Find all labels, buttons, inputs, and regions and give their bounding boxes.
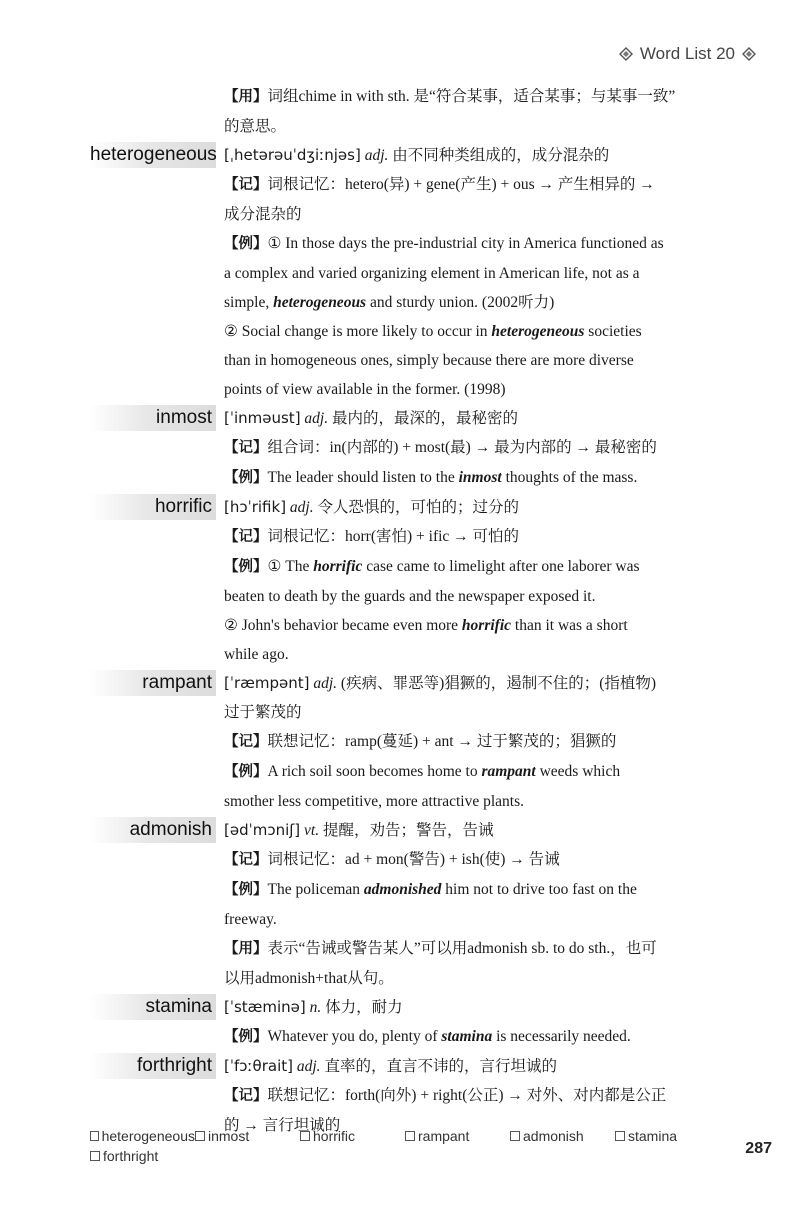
text-segment: 体力，耐力 bbox=[321, 999, 403, 1016]
entry-body bbox=[224, 493, 746, 669]
keyword-emphasis: inmost bbox=[458, 469, 502, 486]
section-tag: 【例】 bbox=[224, 882, 268, 898]
section-tag: 【例】 bbox=[224, 236, 268, 252]
section-tag: 【例】 bbox=[224, 764, 268, 780]
text-line bbox=[224, 82, 746, 112]
text-line bbox=[224, 611, 746, 640]
text-line bbox=[224, 934, 746, 964]
keyword-emphasis: heterogeneous bbox=[273, 294, 367, 311]
text-segment: ② John's behavior became even more bbox=[224, 617, 462, 634]
page-number: 287 bbox=[745, 1140, 772, 1157]
checklist-item[interactable] bbox=[405, 1128, 510, 1144]
intro-text bbox=[224, 82, 746, 141]
checkbox-icon[interactable] bbox=[510, 1131, 520, 1141]
text-line bbox=[224, 757, 746, 787]
text-segment: 组合词：in(内部的) + most(最) → 最为内部的 → 最秘密的 bbox=[267, 439, 657, 456]
checklist-item[interactable] bbox=[90, 1148, 195, 1164]
text-segment: 最内的，最深的，最秘密的 bbox=[328, 410, 518, 427]
text-line bbox=[224, 640, 746, 669]
checkbox-icon[interactable] bbox=[405, 1131, 415, 1141]
text-segment: beaten to death by the guards and the newspaper exposed it. bbox=[224, 588, 596, 605]
text-line bbox=[224, 200, 746, 229]
part-of-speech: n. bbox=[305, 999, 322, 1016]
text-segment: (疾病、罪恶等)猖獗的，遏制不住的；(指植物) bbox=[337, 675, 657, 692]
keyword-emphasis: heterogeneous bbox=[491, 323, 585, 340]
text-line bbox=[224, 582, 746, 611]
text-segment: 成分混杂的 bbox=[224, 206, 302, 223]
text-line bbox=[224, 375, 746, 404]
checkbox-icon[interactable] bbox=[90, 1151, 100, 1161]
keyword-emphasis: stamina bbox=[441, 1028, 493, 1045]
text-segment: 词根记忆：ad + mon(警告) + ish(使) → 告诫 bbox=[267, 851, 560, 868]
section-tag: 【记】 bbox=[224, 177, 268, 193]
part-of-speech: adj. bbox=[309, 675, 338, 692]
phonetic: [ˌhetərəuˈdʒiːnjəs] bbox=[224, 146, 361, 164]
text-segment: ① In those days the pre-industrial city in America functioned as bbox=[267, 235, 664, 252]
section-tag: 【例】 bbox=[224, 1029, 268, 1045]
entry-list bbox=[0, 141, 800, 1140]
text-line bbox=[224, 112, 746, 141]
text-segment: 词组chime in with sth. 是“符合某事，适合某事；与某事一致” bbox=[267, 88, 676, 105]
checkbox-icon[interactable] bbox=[615, 1131, 625, 1141]
text-segment: ① The bbox=[267, 558, 314, 575]
checkbox-icon[interactable] bbox=[300, 1131, 310, 1141]
phonetic: [ˈinməust] bbox=[224, 409, 301, 427]
text-line bbox=[224, 698, 746, 727]
text-segment: The policeman bbox=[267, 881, 364, 898]
text-segment: 联想记忆：ramp(蔓延) + ant → 过于繁茂的；猖獗的 bbox=[267, 733, 617, 750]
text-segment: Whatever you do, plenty of bbox=[267, 1028, 442, 1045]
headword: stamina bbox=[90, 994, 216, 1020]
phonetic: [hɔˈrifik] bbox=[224, 498, 287, 516]
checklist-label: horrific bbox=[313, 1128, 356, 1144]
checklist-label: stamina bbox=[628, 1128, 678, 1144]
text-line bbox=[224, 433, 746, 463]
page-header bbox=[619, 40, 756, 68]
text-line bbox=[224, 787, 746, 816]
text-segment: a complex and varied organizing element in American life, not as a bbox=[224, 265, 640, 282]
checklist-label: admonish bbox=[523, 1128, 584, 1144]
dictionary-content bbox=[0, 82, 800, 1140]
text-segment: weeds which bbox=[535, 763, 621, 780]
headword: horrific bbox=[90, 494, 216, 520]
text-segment: 词根记忆：horr(害怕) + ific → 可怕的 bbox=[267, 528, 520, 545]
section-tag: 【记】 bbox=[224, 440, 268, 456]
word-entry bbox=[0, 993, 800, 1052]
headword: forthright bbox=[90, 1053, 216, 1079]
section-tag: 【记】 bbox=[224, 529, 268, 545]
text-line bbox=[224, 463, 746, 493]
word-entry bbox=[0, 141, 800, 404]
text-segment: 的意思。 bbox=[224, 118, 287, 135]
text-segment: 的 → 言行坦诚的 bbox=[224, 1117, 341, 1134]
text-segment: A rich soil soon becomes home to bbox=[267, 763, 482, 780]
word-entry bbox=[0, 669, 800, 816]
text-segment: him not to drive too fast on the bbox=[441, 881, 637, 898]
entry-body bbox=[224, 1052, 746, 1140]
text-segment: case came to limelight after one laborer was bbox=[362, 558, 640, 575]
text-segment: 直率的，直言不讳的，言行坦诚的 bbox=[320, 1058, 557, 1075]
word-entry bbox=[0, 816, 800, 993]
entry-body bbox=[224, 993, 746, 1052]
text-line bbox=[224, 317, 746, 346]
text-segment: 由不同种类组成的，成分混杂的 bbox=[388, 147, 610, 164]
text-segment: ② Social change is more likely to occur in bbox=[224, 323, 492, 340]
checklist-item[interactable] bbox=[510, 1128, 615, 1144]
text-segment: than in homogeneous ones, simply because there are more diverse bbox=[224, 352, 634, 369]
text-line bbox=[224, 141, 746, 170]
text-line bbox=[224, 669, 746, 698]
phonetic: [ədˈmɔniʃ] bbox=[224, 821, 301, 839]
keyword-emphasis: horrific bbox=[313, 558, 363, 575]
text-segment: is necessarily needed. bbox=[492, 1028, 631, 1045]
checklist-label: inmost bbox=[208, 1128, 250, 1144]
checklist-label: rampant bbox=[418, 1128, 470, 1144]
text-line bbox=[224, 1022, 746, 1052]
checklist-label: heterogeneous bbox=[101, 1128, 195, 1144]
part-of-speech: adj. bbox=[360, 147, 389, 164]
entry-body bbox=[224, 404, 746, 493]
section-tag: 【用】 bbox=[224, 89, 268, 105]
text-segment: 以用admonish+that从句。 bbox=[224, 970, 394, 987]
text-segment: The leader should listen to the bbox=[267, 469, 459, 486]
word-entry bbox=[0, 1052, 800, 1140]
header-title: Word List 20 bbox=[639, 44, 735, 63]
checklist-label: forthright bbox=[103, 1148, 159, 1164]
headword: rampant bbox=[90, 670, 216, 696]
text-segment: 表示“告诫或警告某人”可以用admonish sb. to do sth.，也可 bbox=[267, 940, 657, 957]
headword: heterogeneous bbox=[90, 142, 216, 168]
text-segment: and sturdy union. (2002听力) bbox=[366, 294, 555, 311]
text-line bbox=[224, 816, 746, 845]
text-line bbox=[224, 522, 746, 552]
text-line bbox=[224, 493, 746, 522]
text-line bbox=[224, 404, 746, 433]
keyword-emphasis: rampant bbox=[481, 763, 536, 780]
section-tag: 【记】 bbox=[224, 852, 268, 868]
text-line bbox=[224, 259, 746, 288]
text-line bbox=[224, 875, 746, 905]
entry-body bbox=[224, 669, 746, 816]
text-segment: 过于繁茂的 bbox=[224, 704, 302, 721]
phonetic: [ˈræmpənt] bbox=[224, 674, 310, 692]
section-tag: 【用】 bbox=[224, 941, 268, 957]
text-segment: smother less competitive, more attractive plants. bbox=[224, 793, 525, 810]
text-segment: freeway. bbox=[224, 911, 277, 928]
text-segment: 联想记忆：forth(向外) + right(公正) → 对外、对内都是公正 bbox=[267, 1087, 667, 1104]
entry-body bbox=[224, 816, 746, 993]
section-tag: 【记】 bbox=[224, 734, 268, 750]
text-line bbox=[224, 993, 746, 1022]
headword: admonish bbox=[90, 817, 216, 843]
section-tag: 【记】 bbox=[224, 1088, 268, 1104]
text-line bbox=[224, 727, 746, 757]
text-segment: thoughts of the mass. bbox=[501, 469, 638, 486]
text-segment: 词根记忆：hetero(异) + gene(产生) + ous → 产生相异的 → bbox=[267, 176, 655, 193]
phonetic: [ˈstæminə] bbox=[224, 998, 306, 1016]
part-of-speech: vt. bbox=[300, 822, 320, 839]
keyword-emphasis: horrific bbox=[461, 617, 512, 634]
headword: inmost bbox=[90, 405, 216, 431]
text-segment: points of view available in the former. (1998) bbox=[224, 381, 506, 398]
entry-body bbox=[224, 141, 746, 404]
text-line bbox=[224, 964, 746, 993]
text-line bbox=[224, 552, 746, 582]
text-segment: 令人恐惧的，可怕的；过分的 bbox=[313, 499, 519, 516]
text-line bbox=[224, 288, 746, 317]
word-entry bbox=[0, 404, 800, 493]
text-line bbox=[224, 845, 746, 875]
phonetic: [ˈfɔːθrait] bbox=[224, 1057, 293, 1075]
text-line bbox=[224, 346, 746, 375]
keyword-emphasis: admonished bbox=[363, 881, 442, 898]
text-line bbox=[224, 1081, 746, 1111]
part-of-speech: adj. bbox=[300, 410, 329, 427]
text-line bbox=[224, 1052, 746, 1081]
text-segment: simple, bbox=[224, 294, 274, 311]
text-segment: 提醒，劝告；警告，告诫 bbox=[319, 822, 494, 839]
checkbox-icon[interactable] bbox=[90, 1131, 99, 1141]
intro-usage bbox=[0, 82, 800, 141]
text-line bbox=[224, 229, 746, 259]
part-of-speech: adj. bbox=[286, 499, 314, 516]
checklist-item[interactable] bbox=[195, 1128, 300, 1144]
checkbox-icon[interactable] bbox=[195, 1131, 205, 1141]
word-entry bbox=[0, 493, 800, 669]
text-segment: than it was a short bbox=[511, 617, 628, 634]
diamond-icon bbox=[742, 47, 756, 61]
section-tag: 【例】 bbox=[224, 470, 268, 486]
text-segment: while ago. bbox=[224, 646, 289, 663]
diamond-icon bbox=[619, 47, 633, 61]
part-of-speech: adj. bbox=[293, 1058, 321, 1075]
word-checklist bbox=[90, 1128, 740, 1164]
text-line bbox=[224, 170, 746, 200]
text-line bbox=[224, 905, 746, 934]
checklist-item[interactable] bbox=[615, 1128, 720, 1144]
checklist-item[interactable] bbox=[300, 1128, 405, 1144]
text-segment: societies bbox=[584, 323, 642, 340]
section-tag: 【例】 bbox=[224, 559, 268, 575]
checklist-item[interactable] bbox=[90, 1128, 195, 1144]
